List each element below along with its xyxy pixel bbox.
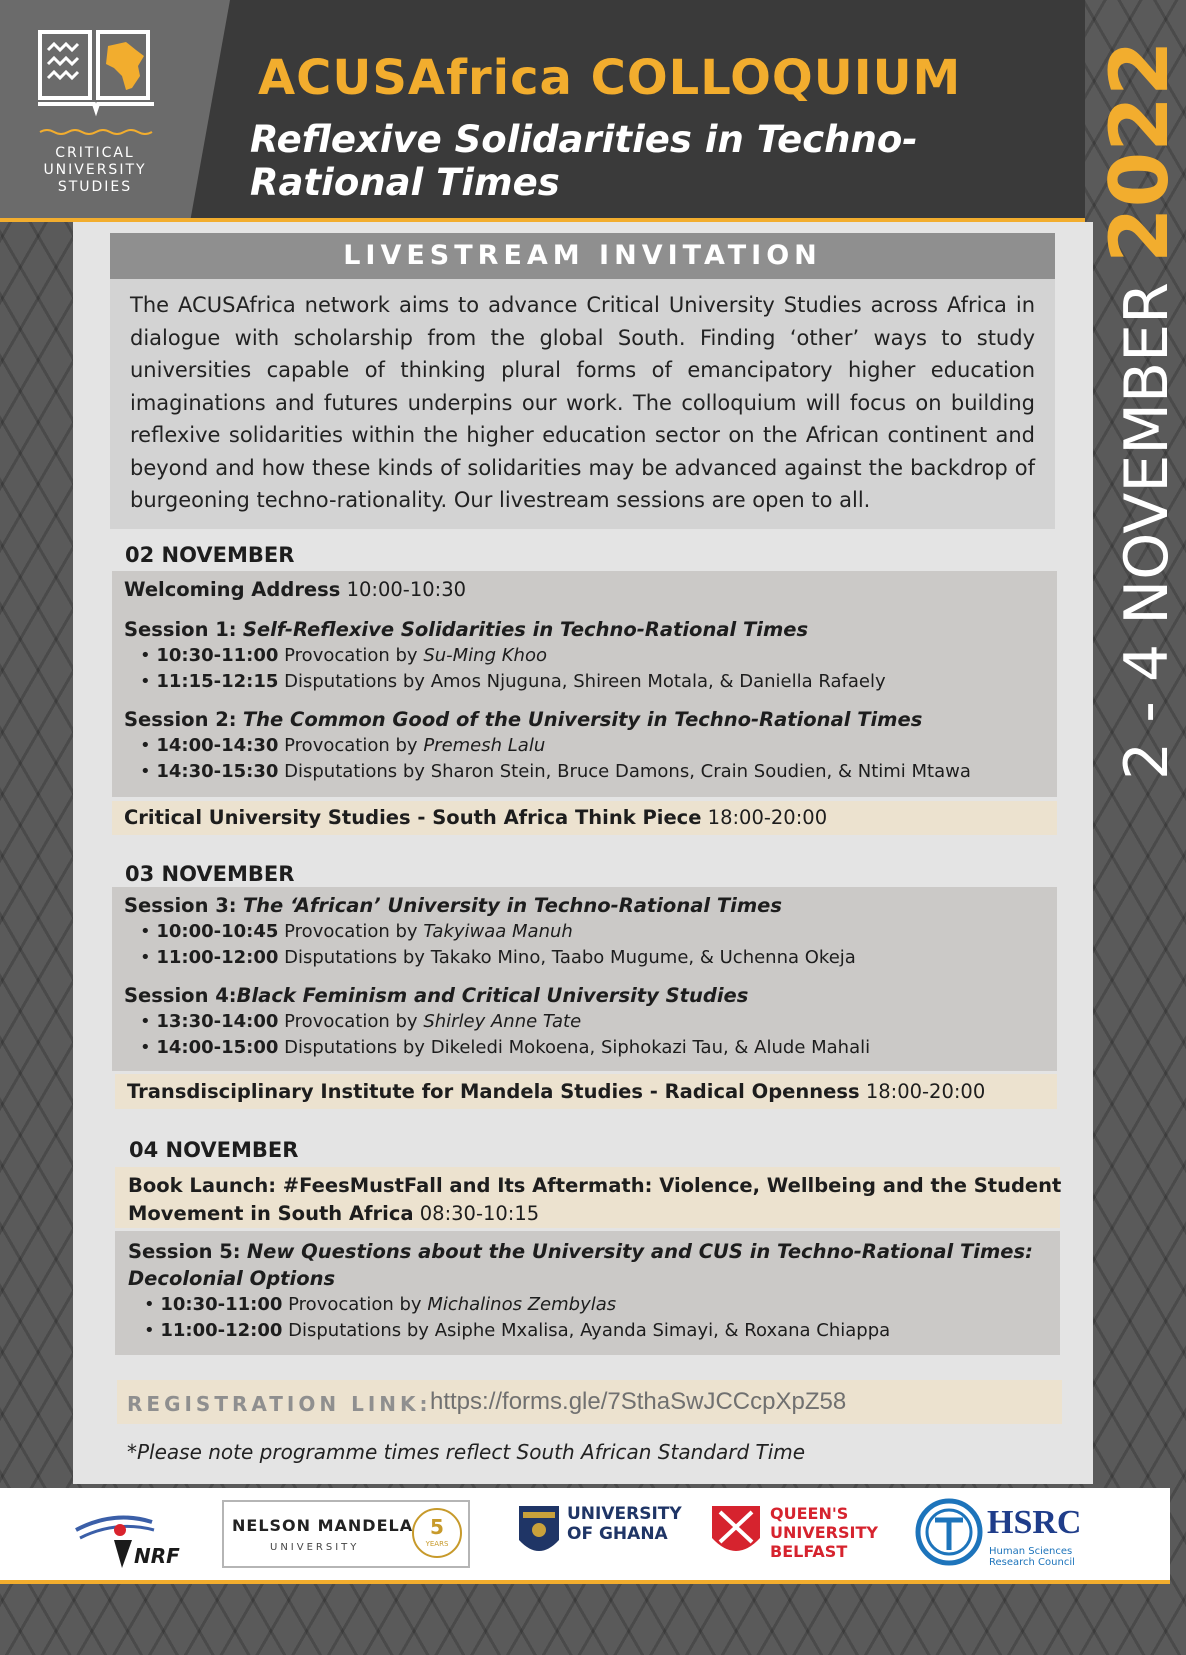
qub-line-1: QUEEN'S (770, 1504, 849, 1523)
university-of-ghana-logo (515, 1500, 682, 1568)
item-kind: Disputations by (284, 761, 425, 782)
item-time: 14:00-15:00 (156, 1037, 279, 1058)
queens-university-belfast-logo (710, 1502, 880, 1568)
ghana-line-1: UNIVERSITY (567, 1504, 682, 1524)
session-label: Session 1: (124, 618, 237, 641)
item-time: 10:30-11:00 (160, 1294, 283, 1315)
open-book-africa-logo-icon (36, 24, 156, 114)
evening-time: 18:00-20:00 (865, 1080, 986, 1103)
session-4-item-1: • 13:30-14:00 Provocation by Shirley Anne Tate (140, 1011, 582, 1032)
registration-label: REGISTRATION LINK: (127, 1392, 432, 1416)
nelson-mandela-university-logo (222, 1500, 470, 1568)
nmu-sub: UNIVERSITY (270, 1542, 360, 1553)
day1-evening-line (124, 806, 827, 829)
item-kind: Disputations by (284, 671, 425, 692)
item-kind: Provocation by (284, 645, 418, 666)
day-label-03: 03 NOVEMBER (125, 862, 295, 886)
session-3-item-2: • 11:00-12:00 Disputations by Takako Mino, Taabo Mugume, & Uchenna Okeja (140, 947, 856, 968)
session-name: New Questions about the University and CUS in Techno-Rational Times: (246, 1240, 1033, 1263)
session-name: Black Feminism and Critical University Studies (236, 984, 749, 1007)
day-label-04: 04 NOVEMBER (129, 1138, 299, 1162)
book-launch-title: Book Launch: #FeesMustFall and Its Aftermath: Violence, Wellbeing and the Student (128, 1174, 1062, 1197)
book-launch-line-1 (128, 1174, 1061, 1197)
item-time: 11:00-12:00 (160, 1320, 283, 1341)
session-name-cont: Decolonial Options (128, 1267, 336, 1290)
session-1-item-2: • 11:15-12:15 Disputations by Amos Njuguna, Shireen Motala, & Daniella Rafaely (140, 671, 886, 692)
session-name: Self-Reflexive Solidarities in Techno-Rational Times (242, 618, 809, 641)
session-5-item-2: • 11:00-12:00 Disputations by Asiphe Mxalisa, Ayanda Simayi, & Roxana Chiappa (144, 1320, 891, 1341)
session-3-item-1: • 10:00-10:45 Provocation by Takyiwaa Manuh (140, 921, 573, 942)
qub-line-2: UNIVERSITY (770, 1523, 878, 1542)
session-2-item-1: • 14:00-14:30 Provocation by Premesh Lalu (140, 735, 546, 756)
page-subtitle: Reflexive Solidarities in Techno-Rational Times (250, 118, 918, 204)
session-2-title (124, 708, 922, 731)
session-label: Session 3: (124, 894, 237, 917)
item-speaker: Takyiwaa Manuh (423, 921, 573, 942)
qub-text (770, 1504, 878, 1561)
evening-title: Transdisciplinary Institute for Mandela Studies - Radical Openness (127, 1080, 860, 1103)
evening-time: 18:00-20:00 (707, 806, 828, 829)
invitation-heading: LIVESTREAM INVITATION (110, 233, 1055, 279)
session-name: The ‘African’ University in Techno-Rational Times (242, 894, 782, 917)
side-date-year: 2022 (1093, 40, 1186, 264)
nmu-name: NELSON MANDELA (232, 1516, 414, 1535)
item-time: 11:00-12:00 (156, 947, 279, 968)
item-kind: Provocation by (284, 1011, 418, 1032)
session-3-title (124, 894, 782, 917)
nmu-badge-icon (412, 1508, 462, 1558)
session-4-title (124, 984, 748, 1007)
item-kind: Provocation by (284, 735, 418, 756)
day-label-02: 02 NOVEMBER (125, 543, 295, 567)
intro-box (110, 279, 1055, 529)
item-kind: Disputations by (284, 947, 425, 968)
day2-evening-line (127, 1080, 985, 1103)
session-5-title-cont (128, 1267, 335, 1290)
ghana-crest-icon (515, 1500, 563, 1564)
hsrc-text: HSRC (987, 1504, 1082, 1541)
session-label: Session 2: (124, 708, 237, 731)
hsrc-sub-1: Human Sciences (989, 1546, 1073, 1557)
logo-text: CRITICAL UNIVERSITY STUDIES (43, 145, 147, 195)
item-time: 10:30-11:00 (156, 645, 279, 666)
item-time: 14:30-15:30 (156, 761, 279, 782)
item-time: 14:00-14:30 (156, 735, 279, 756)
session-name: The Common Good of the University in Techno-Rational Times (242, 708, 923, 731)
item-speaker: Premesh Lalu (423, 735, 546, 756)
wave-line-icon (40, 128, 152, 136)
item-speakers: Sharon Stein, Bruce Damons, Crain Soudien, & Ntimi Mtawa (430, 761, 971, 782)
hsrc-sub (989, 1546, 1075, 1568)
qub-line-3: BELFAST (770, 1542, 848, 1561)
session-2-item-2: • 14:30-15:30 Disputations by Sharon Stein, Bruce Damons, Crain Soudien, & Ntimi Mtawa (140, 761, 971, 782)
evening-title: Critical University Studies - South Africa Think Piece (124, 806, 702, 829)
nrf-logo (74, 1500, 184, 1572)
session-1-item-1: • 10:30-11:00 Provocation by Su-Ming Khoo (140, 645, 547, 666)
session-label: Session 5: (128, 1240, 241, 1263)
item-speaker: Su-Ming Khoo (423, 645, 547, 666)
hsrc-globe-icon (915, 1498, 983, 1566)
item-time: 11:15-12:15 (156, 671, 279, 692)
session-5-item-1: • 10:30-11:00 Provocation by Michalinos Zembylas (144, 1294, 617, 1315)
item-speaker: Michalinos Zembylas (427, 1294, 617, 1315)
item-time: 10:00-10:45 (156, 921, 279, 942)
hsrc-sub-2: Research Council (989, 1557, 1075, 1568)
item-kind: Provocation by (288, 1294, 422, 1315)
item-kind: Provocation by (284, 921, 418, 942)
item-kind: Disputations by (284, 1037, 425, 1058)
item-time: 13:30-14:00 (156, 1011, 279, 1032)
timezone-note: *Please note programme times reflect South African Standard Time (127, 1440, 806, 1464)
session-4-item-2: • 14:00-15:00 Disputations by Dikeledi Mokoena, Siphokazi Tau, & Alude Mahali (140, 1037, 871, 1058)
footer-accent-line (0, 1580, 1170, 1584)
side-date-range: 2 - 4 NOVEMBER (1112, 282, 1182, 780)
book-launch-time: 08:30-10:15 (419, 1202, 540, 1225)
welcome-title: Welcoming Address (124, 578, 341, 601)
ghana-line-2: OF GHANA (567, 1524, 668, 1544)
nmu-badge-text: YEARS (425, 1540, 449, 1548)
welcome-line (124, 578, 466, 601)
session-label: Session 4: (124, 984, 237, 1007)
item-speaker: Shirley Anne Tate (423, 1011, 582, 1032)
item-speakers: Dikeledi Mokoena, Siphokazi Tau, & Alude Mahali (430, 1037, 871, 1058)
nmu-badge-number: 5 (430, 1515, 444, 1539)
book-launch-title-cont: Movement in South Africa (128, 1202, 414, 1225)
session-1-title (124, 618, 808, 641)
intro-text: The ACUSAfrica network aims to advance Critical University Studies across Africa in dialogue with scholarship from the global South. Finding ‘other’ ways to study universities capable of thinking plural forms of emancipatory higher education imaginations and futures underpins our work. The colloquium will focus on building reflexive solidarities within the higher education sector on the African continent and beyond and how these kinds of solidarities may be advanced against the backdrop of burgeoning techno-rationality. Our livestream sessions are open to all. (130, 293, 1035, 512)
page-title: ACUSAfrica COLLOQUIUM (258, 50, 962, 106)
book-launch-line-2 (128, 1202, 539, 1225)
item-kind: Disputations by (288, 1320, 429, 1341)
qub-crest-icon (710, 1502, 762, 1564)
nrf-text: NRF (134, 1544, 180, 1568)
item-speakers: Takako Mino, Taabo Mugume, & Uchenna Okeja (430, 947, 856, 968)
welcome-time: 10:00-10:30 (346, 578, 467, 601)
ghana-text (567, 1504, 682, 1544)
session-5-title (128, 1240, 1033, 1263)
hsrc-logo (915, 1498, 1095, 1570)
registration-link[interactable]: https://forms.gle/7SthaSwJCCcpXpZ58 (430, 1388, 847, 1415)
item-speakers: Amos Njuguna, Shireen Motala, & Daniella Rafaely (430, 671, 886, 692)
item-speakers: Asiphe Mxalisa, Ayanda Simayi, & Roxana Chiappa (434, 1320, 891, 1341)
